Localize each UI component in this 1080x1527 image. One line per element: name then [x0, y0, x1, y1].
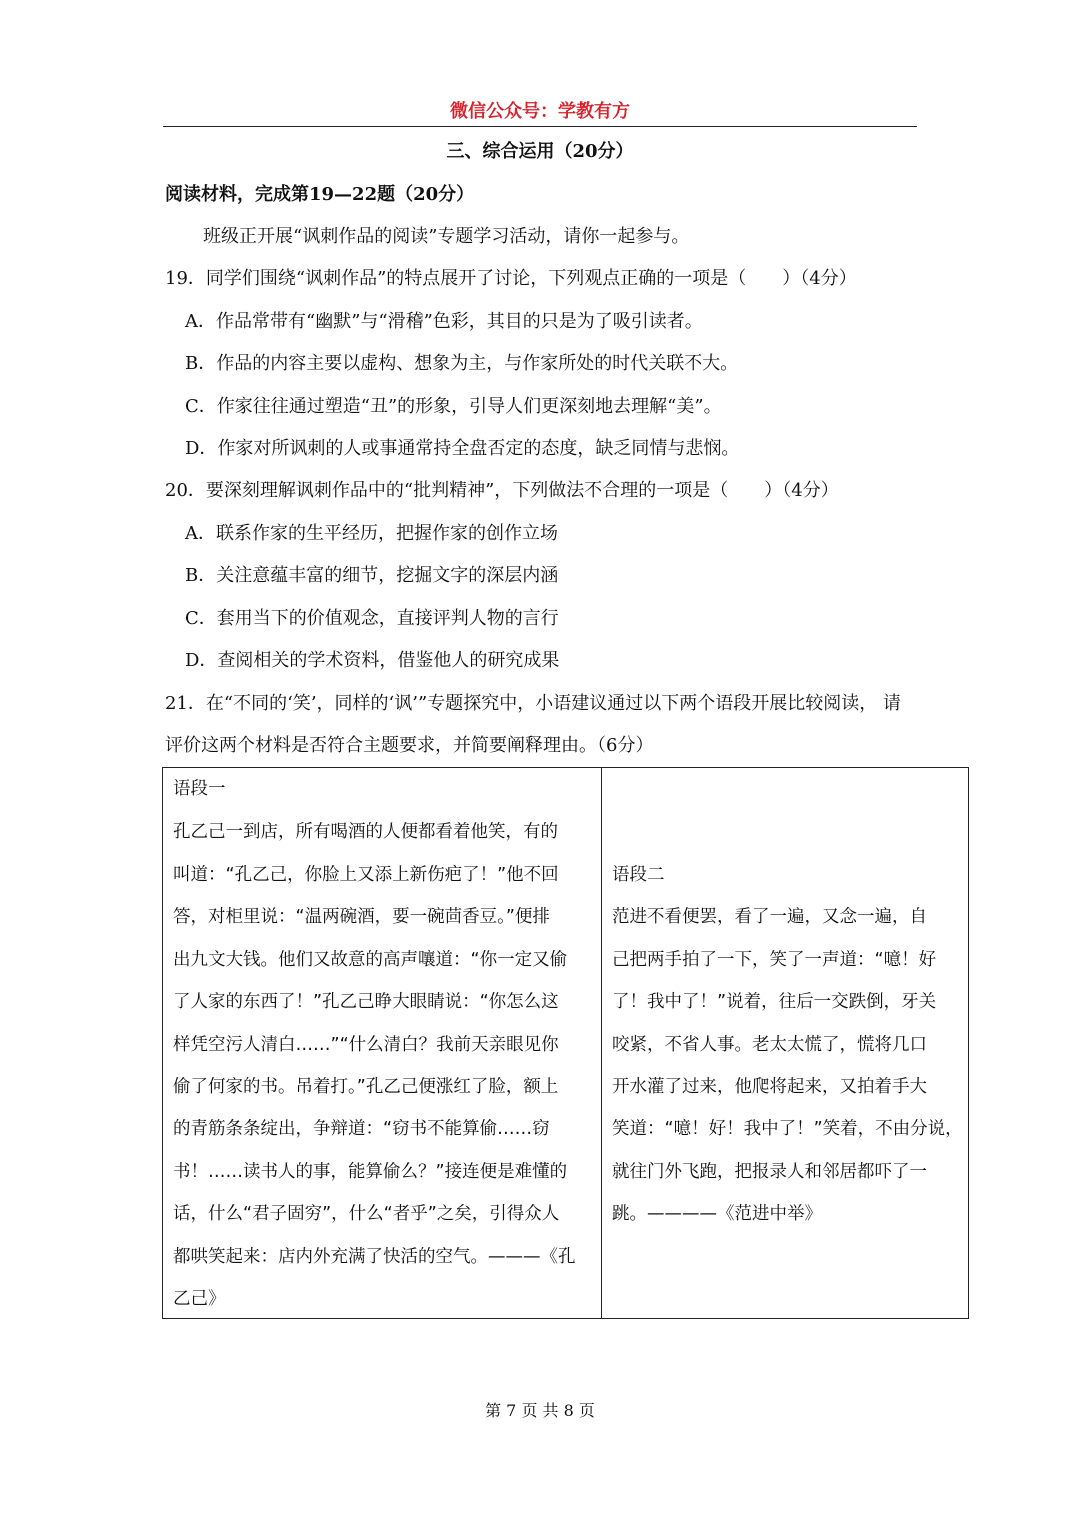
- passage-one-line: 叫道：“孔乙己，你脸上又添上新伤疤了！”他不回: [173, 865, 559, 885]
- passage-one-line: 乙己》: [173, 1289, 226, 1309]
- question-20-option-a: A．联系作家的生平经历，把握作家的创作立场: [185, 523, 558, 544]
- passage-comparison-table: [162, 767, 969, 1319]
- question-19-option-a: A．作品常带有“幽默”与“滑稽”色彩，其目的只是为了吸引读者。: [185, 311, 703, 332]
- section-title: 三、综合运用（20分）: [446, 141, 634, 162]
- question-19-option-b: B．作品的内容主要以虚构、想象为主，与作家所处的时代关联不大。: [185, 353, 739, 374]
- header-rule: [163, 126, 917, 127]
- passage-two-line: 笑道：“噫！好！我中了！”笑着，不由分说，: [612, 1119, 963, 1139]
- question-21-stem-line1: 21．在“不同的‘笑’，同样的‘讽’”专题探究中，小语建议通过以下两个语段开展比较阅读， 请: [165, 693, 901, 714]
- passage-one-line: 书！……读书人的事，能算偷么？”接连便是难懂的: [173, 1162, 568, 1182]
- passage-one-line: 答，对柜里说：“温两碗酒，要一碗茴香豆。”便排: [173, 907, 550, 927]
- passage-two-line: 开水灌了过来，他爬将起来，又拍着手大: [612, 1077, 927, 1097]
- question-19-stem: 19．同学们围绕“讽刺作品”的特点展开了讨论，下列观点正确的一项是（ ）（4分）: [165, 268, 857, 289]
- header-watermark: 微信公众号：学教有方: [450, 101, 630, 122]
- question-20-option-d: D．查阅相关的学术资料，借鉴他人的研究成果: [185, 650, 560, 671]
- reading-instruction: 阅读材料，完成第19—22题（20分）: [165, 184, 475, 205]
- page-number-footer: 第 7 页 共 8 页: [485, 1401, 595, 1420]
- passage-two-line: 咬紧，不省人事。老太太慌了，慌将几口: [612, 1035, 927, 1055]
- passage-one-line: 样凭空污人清白……”“什么清白？我前天亲眼见你: [173, 1035, 559, 1055]
- passage-two-line: 了！我中了！”说着，往后一交跌倒，牙关: [612, 992, 937, 1012]
- question-20-stem: 20．要深刻理解讽刺作品中的“批判精神”，下列做法不合理的一项是（ ）（4分）: [165, 480, 839, 501]
- passage-two-line: 跳。————《范进中举》: [612, 1204, 822, 1224]
- passage-one-line: 出九文大钱。他们又故意的高声嚷道：“你一定又偷: [173, 950, 568, 970]
- passage-two-title: 语段二: [612, 865, 665, 885]
- passage-two-line: 己把两手拍了一下，笑了一声道：“噫！好: [612, 950, 937, 970]
- passage-one-line: 话，什么“君子固穷”，什么“者乎”之矣，引得众人: [173, 1204, 560, 1224]
- question-20-option-b: B．关注意蕴丰富的细节，挖掘文字的深层内涵: [185, 565, 559, 586]
- passage-one-line: 了人家的东西了！”孔乙己睁大眼睛说：“你怎么这: [173, 992, 559, 1012]
- passage-two-line: 就往门外飞跑，把报录人和邻居都吓了一: [612, 1162, 927, 1182]
- question-21-stem-line2: 评价这两个材料是否符合主题要求，并简要阐释理由。（6分）: [165, 735, 654, 756]
- question-20-option-c: C．套用当下的价值观念，直接评判人物的言行: [185, 608, 559, 629]
- activity-intro: 班级正开展“讽刺作品的阅读”专题学习活动，请你一起参与。: [203, 226, 690, 247]
- question-19-option-d: D．作家对所讽刺的人或事通常持全盘否定的态度，缺乏同情与悲悯。: [185, 438, 740, 459]
- question-19-option-c: C．作家往往通过塑造“丑”的形象，引导人们更深刻地去理解“美”。: [185, 396, 722, 417]
- passage-one-line: 偷了何家的书。吊着打。”孔乙己便涨红了脸，额上: [173, 1077, 559, 1097]
- passage-one-title: 语段一: [173, 779, 226, 799]
- passage-one-line: 孔乙己一到店，所有喝酒的人便都看着他笑，有的: [173, 822, 558, 842]
- passage-two-line: 范进不看便罢，看了一遍，又念一遍，自: [612, 907, 927, 927]
- passage-one-line: 都哄笑起来：店内外充满了快活的空气。———《孔: [173, 1247, 576, 1267]
- passage-one-line: 的青筋条条绽出，争辩道：“窃书不能算偷……窃: [173, 1119, 550, 1139]
- table-divider: [601, 768, 602, 1318]
